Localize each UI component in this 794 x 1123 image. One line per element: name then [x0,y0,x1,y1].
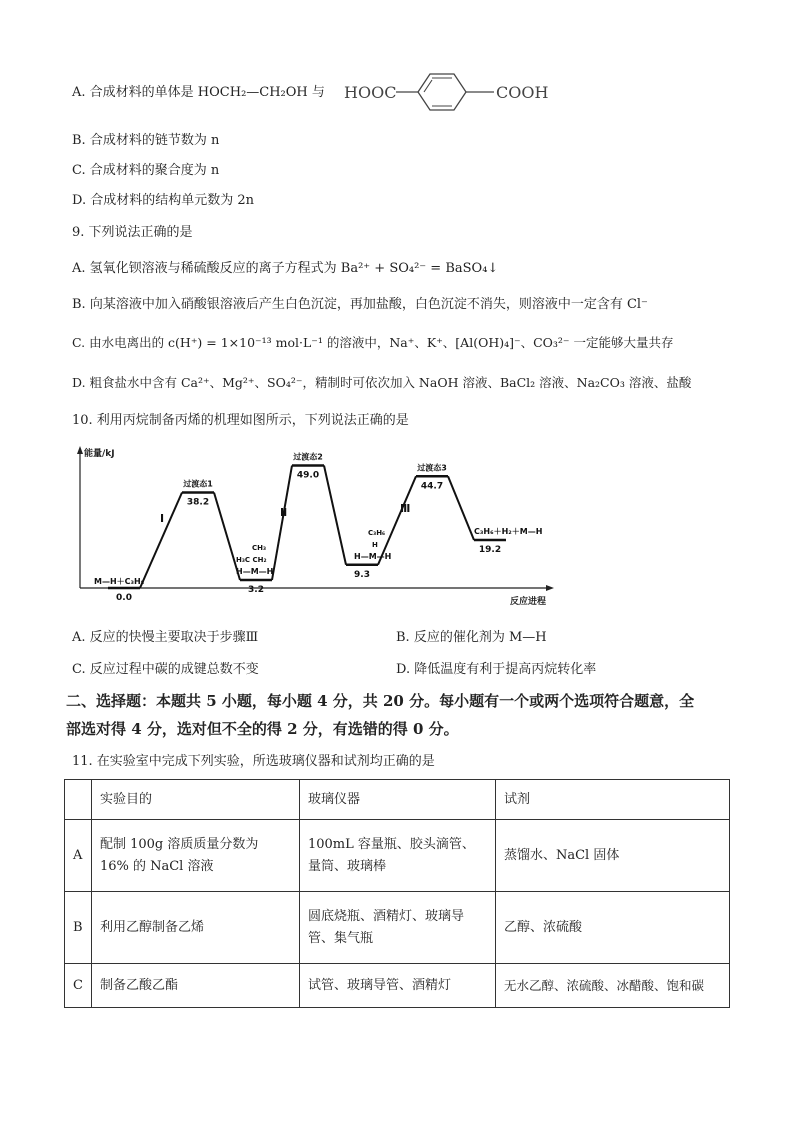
q9-option-d: D. 粗食盐水中含有 Ca²⁺、Mg²⁺、SO₄²⁻，精制时可依次加入 NaOH 溶液、BaCl₂ 溶液、Na₂CO₃ 溶液、盐酸 [72,375,692,390]
transition-state-label: 过渡态3 [417,463,447,473]
step-label: Ⅱ [280,506,288,519]
step-label: Ⅲ [400,502,411,515]
table-row [65,964,730,1008]
q8-option-c: C. 合成材料的聚合度为 n [72,163,220,178]
q11-stem: 11. 在实验室中完成下列实验，所选玻璃仪器和试剂均正确的是 [72,754,435,769]
q8-option-a [72,84,325,102]
table-cell: 利用乙醇制备乙烯 [91,892,299,964]
energy-path-segment [272,466,292,581]
q10-option-d: D. 降低温度有利于提高丙烷转化率 [396,662,597,677]
q10-stem: 10. 利用丙烷制备丙烯的机理如图所示，下列说法正确的是 [72,413,409,428]
energy-value-label: 9.3 [354,569,370,580]
terephthalic-acid-structure [344,72,556,112]
table-cell: 圆底烧瓶、酒精灯、玻璃导管、集气瓶 [299,892,495,964]
table-cell: B [65,892,92,964]
x-axis-label: 反应进程 [510,597,547,607]
energy-path-segment [324,466,346,565]
energy-value-label: 38.2 [186,497,210,508]
energy-value-label: 49.0 [296,470,320,481]
section2-title-line2: 部选对得 4 分，选对但不全的得 2 分，有选错的得 0 分。 [66,720,459,738]
species-int2-bottom: H—M—H [354,551,392,561]
species-start-label: M—H＋C₃H₈ [94,577,145,586]
q10-option-b: B. 反应的催化剂为 M—H [396,630,547,645]
transition-state-label: 过渡态1 [183,479,213,489]
struct-right-label: COOH [496,83,549,102]
species-int2-top: C₃H₆ [368,528,386,537]
table-cell: 100mL 容量瓶、胶头滴管、量筒、玻璃棒 [299,820,495,892]
q9-option-c: C. 由水电离出的 c(H⁺) = 1×10⁻¹³ mol·L⁻¹ 的溶液中，Na⁺、K⁺、[Al(OH)₄]⁻、CO₃²⁻ 一定能够大量共存 [72,335,674,350]
table-cell: 配制 100g 溶质质量分数为 16% 的 NaCl 溶液 [91,820,299,892]
q10-option-a: A. 反应的快慢主要取决于步骤Ⅲ [72,630,259,645]
table-row [65,892,730,964]
q9-stem: 9. 下列说法正确的是 [72,225,193,240]
q11-table [64,779,730,1008]
table-cell: 无水乙醇、浓硫酸、冰醋酸、饱和碳 [495,964,729,1008]
species-int2-mid: H [372,540,378,549]
struct-left-label: HOOC [344,83,397,102]
table-cell: 乙醇、浓硫酸 [495,892,729,964]
energy-value-label: 0.0 [116,593,132,603]
table-cell: A [65,820,92,892]
species-int1-top: CH₃ [252,544,267,552]
q10-option-c: C. 反应过程中碳的成键总数不变 [72,662,259,677]
table-header-cell [65,780,92,820]
table-cell: C [65,964,92,1008]
q9-option-b: B. 向某溶液中加入硝酸银溶液后产生白色沉淀，再加盐酸，白色沉淀不消失，则溶液中一定含有 Cl⁻ [72,297,648,312]
q8-option-a-text: A. 合成材料的单体是 HOCH₂—CH₂OH 与 [72,85,325,100]
q8-option-d: D. 合成材料的结构单元数为 2n [72,193,255,208]
table-header-row [65,780,730,820]
table-cell: 蒸馏水、NaCl 固体 [495,820,729,892]
table-header-cell: 玻璃仪器 [299,780,495,820]
transition-state-label: 过渡态2 [293,452,323,462]
table-cell: 制备乙酸乙酯 [91,964,299,1008]
energy-path-segment [448,476,474,540]
benzene-ring [418,74,466,110]
table-cell: 试管、玻璃导管、酒精灯 [299,964,495,1008]
energy-value-label: 19.2 [478,545,502,555]
species-int1-bottom: H—M—H [236,567,274,576]
table-header-cell: 实验目的 [91,780,299,820]
section2-title-line1: 二、选择题：本题共 5 小题，每小题 4 分，共 20 分。每小题有一个或两个选项符合题意，全 [66,692,695,710]
energy-path-segment [140,493,182,589]
y-axis-label: 能量/kJ [84,449,115,459]
energy-profile-diagram [70,444,560,612]
species-end-label: C₃H₆＋H₂＋M—H [474,527,543,536]
q9-option-a: A. 氢氧化钡溶液与稀硫酸反应的离子方程式为 Ba²⁺ + SO₄²⁻ = BaSO₄↓ [72,261,499,276]
y-axis-arrow [77,446,83,454]
q8-option-b: B. 合成材料的链节数为 n [72,133,220,148]
table-header-cell: 试剂 [495,780,729,820]
x-axis-arrow [546,585,554,591]
step-label: Ⅰ [160,512,165,525]
species-int1-mid: H₃C CH₂ [236,556,267,564]
energy-value-label: 44.7 [420,481,444,492]
energy-value-label: 3.2 [248,585,264,595]
table-row [65,820,730,892]
